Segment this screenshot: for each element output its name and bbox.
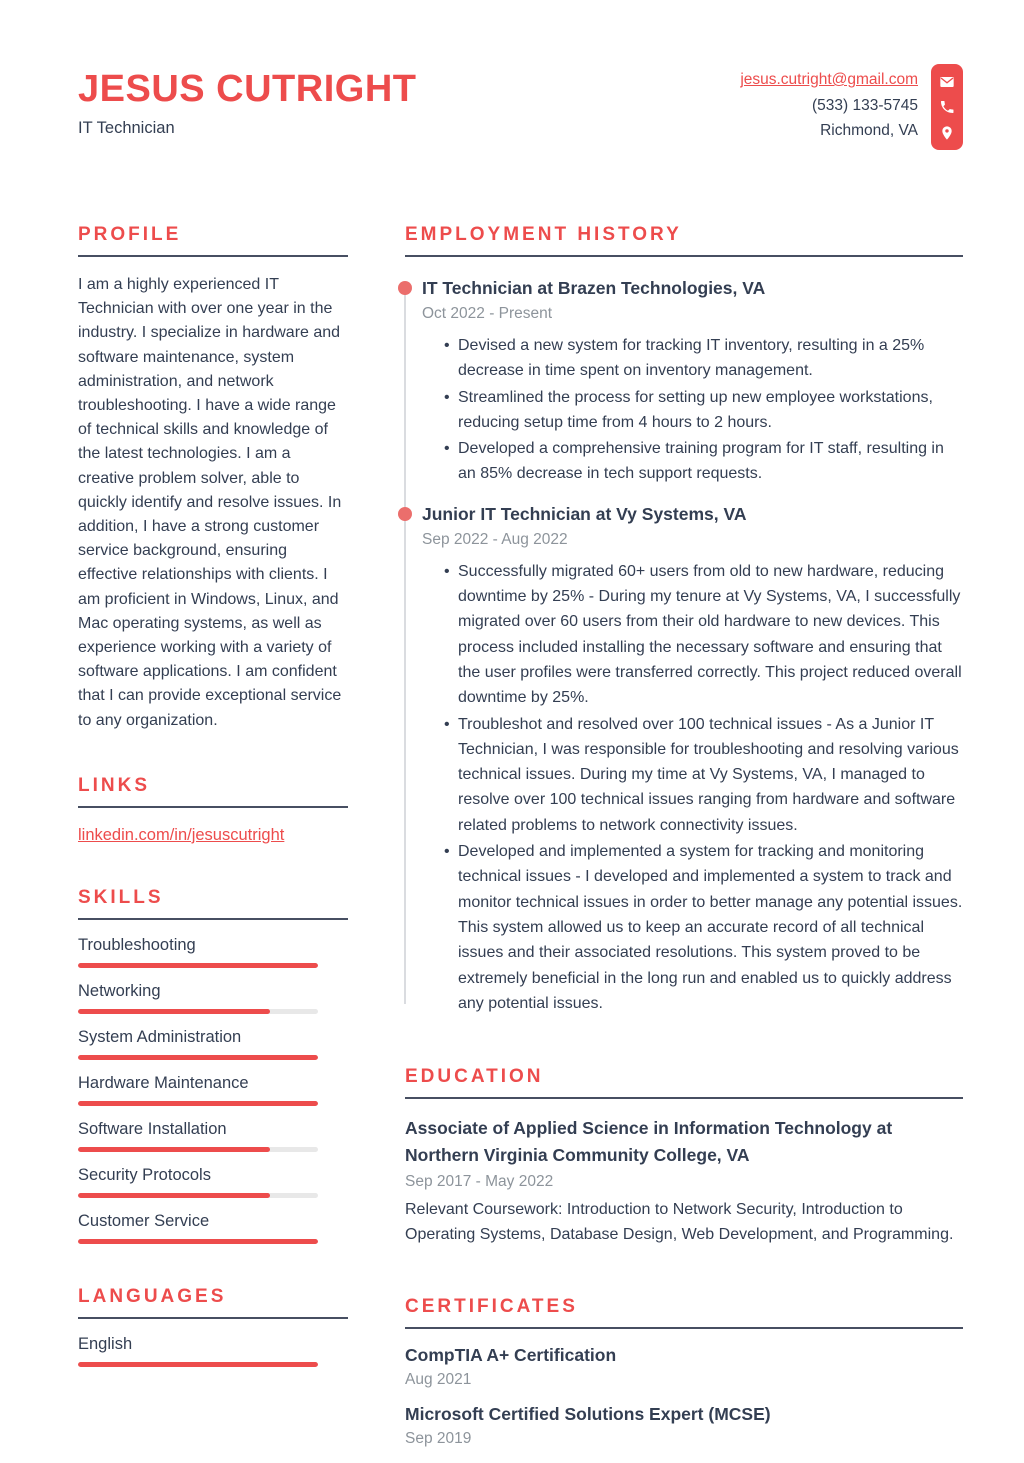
job-dates: Sep 2022 - Aug 2022 bbox=[422, 530, 568, 548]
phone-icon bbox=[939, 99, 955, 115]
skill-label: Security Protocols bbox=[78, 1165, 211, 1184]
language-bar-track bbox=[78, 1362, 318, 1367]
certificates-heading: CERTIFICATES bbox=[405, 1296, 963, 1329]
skill-item bbox=[78, 1212, 348, 1244]
certificate-title: CompTIA A+ Certification bbox=[405, 1344, 617, 1365]
skill-item bbox=[78, 1028, 348, 1060]
skills-heading: SKILLS bbox=[78, 887, 348, 920]
job-bullet-list bbox=[422, 333, 963, 487]
skill-bar-track bbox=[78, 1193, 318, 1198]
certificate-dates: Sep 2019 bbox=[405, 1429, 472, 1447]
contact-block bbox=[740, 64, 963, 150]
language-bar-fill bbox=[78, 1362, 318, 1367]
job-bullet: • Developed and implemented a system for tracking and monitoring technical issues - I developed and implemented a system to track and monitor technical issues in order to better manage any potential issues. This system allowed us to keep an accurate record of all technical issues and their associated resolutions. This system proved to be extremely beneficial in the long run and enabled us to quickly address any potential issues. bbox=[458, 839, 963, 1016]
skill-label: Networking bbox=[78, 981, 161, 1000]
phone-number: (533) 133-5745 bbox=[812, 96, 918, 114]
skill-label: Customer Service bbox=[78, 1211, 210, 1230]
education-entry bbox=[405, 1115, 963, 1248]
skill-bar-fill bbox=[78, 1239, 318, 1244]
certificate-entry bbox=[405, 1404, 963, 1448]
skill-bar-track bbox=[78, 1055, 318, 1060]
employment-timeline bbox=[405, 277, 963, 1016]
education-degree: Associate of Applied Science in Information Technology at Northern Virginia Community College, VA bbox=[405, 1118, 893, 1165]
links-section bbox=[78, 775, 348, 845]
skill-label: Troubleshooting bbox=[78, 935, 196, 954]
header bbox=[78, 64, 963, 150]
employment-heading: EMPLOYMENT HISTORY bbox=[405, 224, 963, 257]
skill-bar-track bbox=[78, 1101, 318, 1106]
skill-item bbox=[78, 982, 348, 1014]
header-identity bbox=[78, 64, 416, 138]
profile-section bbox=[78, 224, 348, 733]
skill-bar-track bbox=[78, 1009, 318, 1014]
envelope-icon bbox=[939, 74, 955, 90]
linkedin-link[interactable]: linkedin.com/in/jesuscutright bbox=[78, 825, 285, 844]
skill-bar-track bbox=[78, 963, 318, 968]
certificate-entry bbox=[405, 1345, 963, 1389]
location-text: Richmond, VA bbox=[820, 122, 918, 139]
person-name: JESUS CUTRIGHT bbox=[78, 68, 417, 110]
skill-item bbox=[78, 1120, 348, 1152]
skill-item bbox=[78, 936, 348, 968]
person-job-title: IT Technician bbox=[78, 119, 175, 137]
skill-bar-fill bbox=[78, 1009, 270, 1014]
job-title: IT Technician at Brazen Technologies, VA bbox=[422, 278, 766, 298]
education-heading: EDUCATION bbox=[405, 1066, 963, 1099]
skill-item bbox=[78, 1166, 348, 1198]
job-bullet: • Developed a comprehensive training program for IT staff, resulting in an 85% decrease in tech support requests. bbox=[458, 436, 963, 487]
certificates-section bbox=[405, 1296, 963, 1448]
certificate-title: Microsoft Certified Solutions Expert (MCSE) bbox=[405, 1403, 771, 1424]
skill-label: Hardware Maintenance bbox=[78, 1073, 249, 1092]
skill-bar-track bbox=[78, 1239, 318, 1244]
links-heading: LINKS bbox=[78, 775, 348, 808]
profile-text: I am a highly experienced IT Technician with over one year in the industry. I specialize in hardware and software maintenance, system administration, and network troubleshooting. I have a wide range of technical skills and knowledge of the latest technologies. I am a creative problem solver, able to quickly identify and resolve issues. In addition, I have a strong customer service background, ensuring effective relationships with clients. I am proficient in Windows, Linux, and Mac operating systems, as well as experience working with a variety of software applications. I am confident that I can provide exceptional service to any organization. bbox=[78, 276, 342, 729]
job-bullet-list bbox=[422, 559, 963, 1016]
language-item bbox=[78, 1335, 348, 1367]
job-entry bbox=[422, 277, 963, 487]
skill-bar-fill bbox=[78, 963, 318, 968]
job-bullet: • Successfully migrated 60+ users from old to new hardware, reducing downtime by 25% - During my tenure at Vy Systems, VA, I successfully migrated over 60 users from their old hardware to new devices. This process included installing the necessary software and ensuring that the user profiles were transferred correctly. This project reduced overall downtime by 25%. bbox=[458, 559, 963, 711]
skill-item bbox=[78, 1074, 348, 1106]
email-link[interactable]: jesus.cutright@gmail.com bbox=[740, 71, 918, 88]
main-columns bbox=[78, 224, 963, 1463]
job-dates: Oct 2022 - Present bbox=[422, 305, 553, 322]
languages-heading: LANGUAGES bbox=[78, 1286, 348, 1319]
right-column bbox=[405, 224, 963, 1463]
job-entry bbox=[422, 503, 963, 1016]
education-description: Relevant Coursework: Introduction to Network Security, Introduction to Operating Systems, Database Design, Web Development, and Programming. bbox=[405, 1201, 954, 1244]
education-section bbox=[405, 1066, 963, 1248]
profile-heading: PROFILE bbox=[78, 224, 348, 257]
left-column bbox=[78, 224, 348, 1463]
skill-bar-track bbox=[78, 1147, 318, 1152]
skill-bar-fill bbox=[78, 1193, 270, 1198]
skill-label: System Administration bbox=[78, 1027, 242, 1046]
timeline-dot bbox=[398, 281, 412, 295]
skill-bar-fill bbox=[78, 1101, 318, 1106]
certificate-dates: Aug 2021 bbox=[405, 1370, 472, 1388]
job-bullet: • Devised a new system for tracking IT inventory, resulting in a 25% decrease in time spent on inventory management. bbox=[458, 333, 963, 384]
employment-section bbox=[405, 224, 963, 1016]
location-pin-icon bbox=[939, 125, 955, 141]
skill-label: Software Installation bbox=[78, 1119, 227, 1138]
timeline-dot bbox=[398, 507, 412, 521]
skill-bar-fill bbox=[78, 1055, 318, 1060]
languages-section bbox=[78, 1286, 348, 1367]
job-bullet: • Streamlined the process for setting up new employee workstations, reducing setup time from 4 hours to 2 hours. bbox=[458, 385, 963, 436]
job-bullet: • Troubleshot and resolved over 100 technical issues - As a Junior IT Technician, I was responsible for troubleshooting and resolving various technical issues. During my time at Vy Systems, VA, I managed to resolve over 100 technical issues ranging from hardware and software related problems to network connectivity issues. bbox=[458, 712, 963, 838]
education-dates: Sep 2017 - May 2022 bbox=[405, 1173, 554, 1191]
skill-bar-fill bbox=[78, 1147, 270, 1152]
contact-text bbox=[740, 64, 918, 144]
skills-section bbox=[78, 887, 348, 1244]
language-label: English bbox=[78, 1334, 133, 1353]
job-title: Junior IT Technician at Vy Systems, VA bbox=[422, 503, 747, 524]
contact-icon-box bbox=[931, 64, 963, 150]
